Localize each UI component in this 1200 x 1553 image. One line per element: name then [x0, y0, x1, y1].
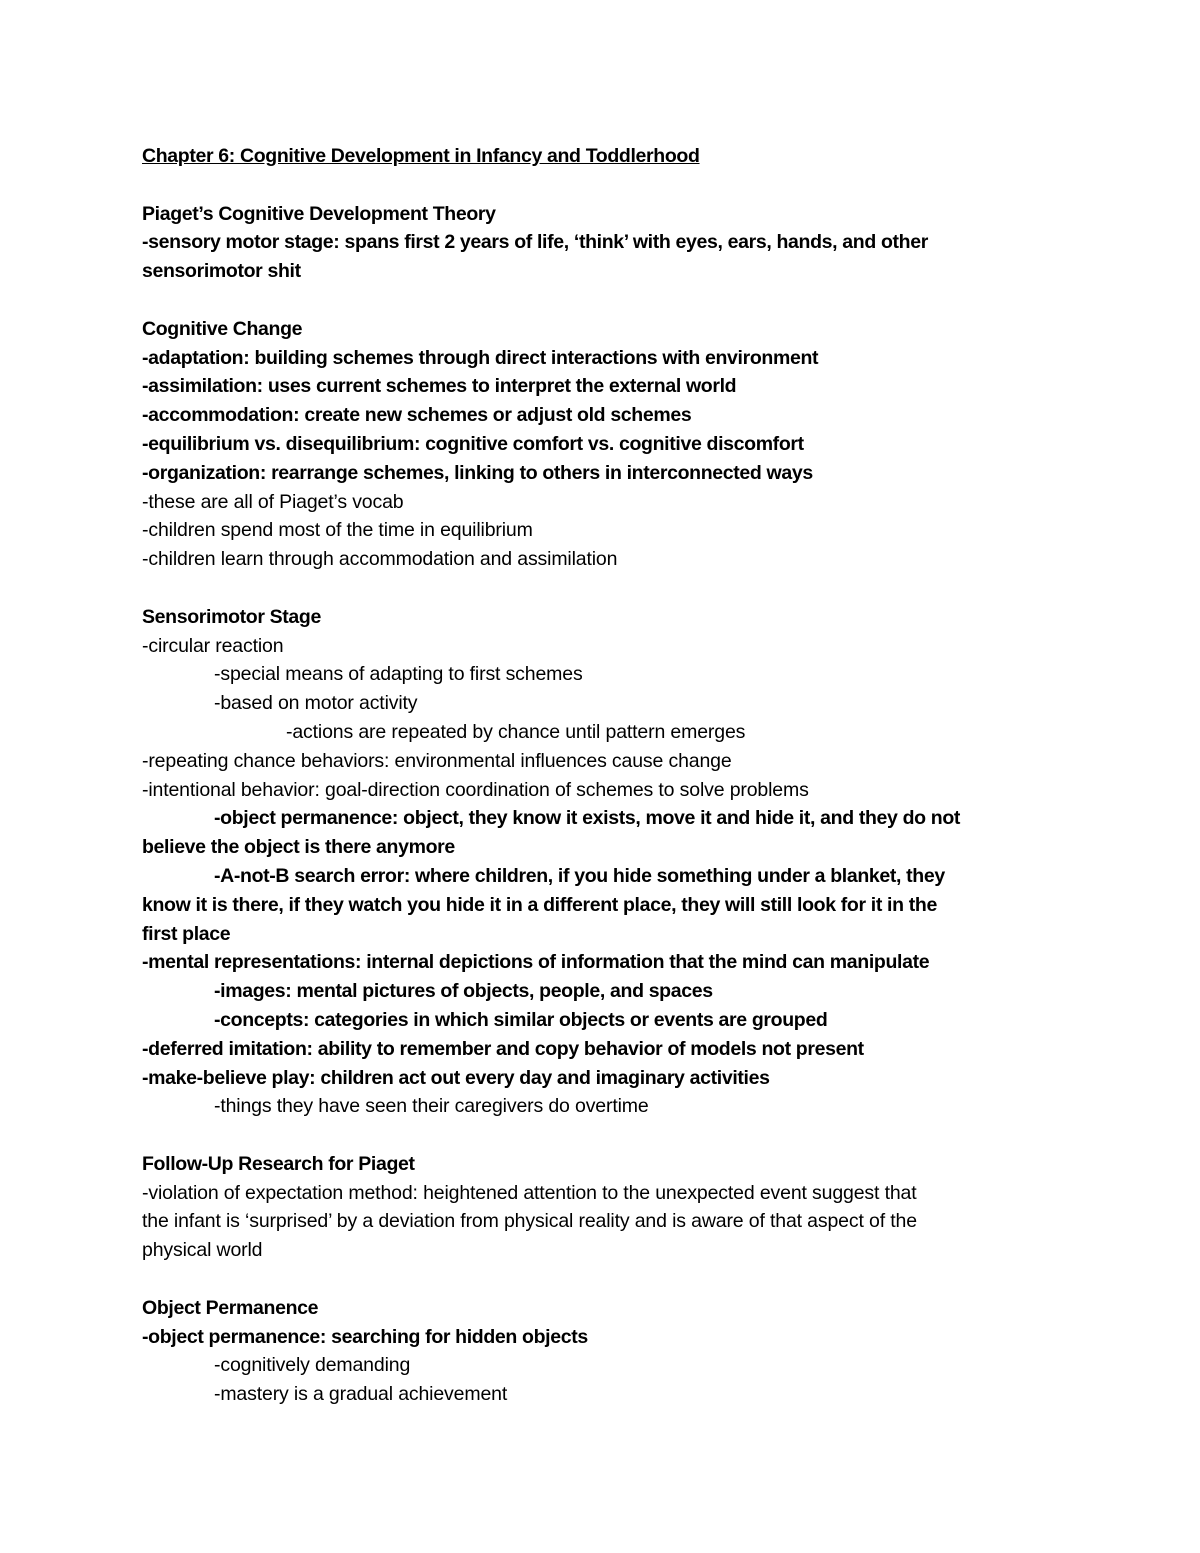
note-line: -based on motor activity	[214, 692, 418, 715]
note-line: -object permanence: searching for hidden objects	[142, 1325, 588, 1348]
blank-line	[142, 1121, 1052, 1150]
note-line: know it is there, if they watch you hide it in a different place, they will still look for it in the	[142, 893, 937, 916]
note-line: -images: mental pictures of objects, people, and spaces	[214, 980, 713, 1003]
note-line: -children spend most of the time in equilibrium	[142, 519, 533, 542]
blank-line	[142, 1265, 1052, 1294]
note-line: -adaptation: building schemes through direct interactions with environment	[142, 346, 819, 369]
section-heading: Follow-Up Research for Piaget	[142, 1152, 415, 1175]
note-line: -make-believe play: children act out every day and imaginary activities	[142, 1066, 770, 1089]
note-line: -mastery is a gradual achievement	[214, 1383, 508, 1406]
note-line: -children learn through accommodation and assimilation	[142, 548, 618, 571]
document-title: Chapter 6: Cognitive Development in Infancy and Toddlerhood	[142, 145, 700, 167]
section-heading: Piaget’s Cognitive Development Theory	[142, 202, 496, 225]
note-line: -deferred imitation: ability to remember and copy behavior of models not present	[142, 1037, 864, 1060]
note-line: -assimilation: uses current schemes to interpret the external world	[142, 375, 737, 398]
note-line: the infant is ‘surprised’ by a deviation from physical reality and is aware of that aspect of the	[142, 1210, 917, 1233]
note-line: first place	[142, 922, 231, 945]
note-line: -actions are repeated by chance until pattern emerges	[286, 720, 746, 743]
blank-line	[142, 171, 1052, 200]
note-line: -object permanence: object, they know it exists, move it and hide it, and they do not	[214, 807, 961, 830]
note-line: -A-not-B search error: where children, if you hide something under a blanket, they	[214, 864, 945, 887]
note-line: -accommodation: create new schemes or adjust old schemes	[142, 404, 692, 427]
blank-line	[142, 286, 1052, 315]
note-line: believe the object is there anymore	[142, 836, 455, 859]
note-line: physical world	[142, 1239, 263, 1262]
section-heading: Cognitive Change	[142, 317, 303, 340]
note-line: -repeating chance behaviors: environmental influences cause change	[142, 749, 732, 772]
note-line: -organization: rearrange schemes, linking to others in interconnected ways	[142, 461, 813, 484]
note-line: -these are all of Piaget’s vocab	[142, 490, 404, 513]
note-line: -sensory motor stage: spans first 2 years of life, ‘think’ with eyes, ears, hands, and other	[142, 231, 928, 254]
note-line: -cognitively demanding	[214, 1354, 411, 1377]
note-line: -things they have seen their caregivers do overtime	[214, 1095, 649, 1118]
section-heading: Sensorimotor Stage	[142, 605, 321, 628]
note-line: -special means of adapting to first schemes	[214, 663, 583, 686]
section-heading: Object Permanence	[142, 1296, 319, 1319]
note-line: -equilibrium vs. disequilibrium: cognitive comfort vs. cognitive discomfort	[142, 432, 804, 455]
document-body	[142, 142, 1052, 1409]
note-line: -concepts: categories in which similar objects or events are grouped	[214, 1008, 828, 1031]
note-line: sensorimotor shit	[142, 260, 301, 283]
note-line: -circular reaction	[142, 634, 284, 657]
blank-line	[142, 574, 1052, 603]
note-line: -violation of expectation method: heightened attention to the unexpected event suggest that	[142, 1181, 917, 1204]
note-line: -mental representations: internal depictions of information that the mind can manipulate	[142, 951, 930, 974]
note-line: -intentional behavior: goal-direction coordination of schemes to solve problems	[142, 778, 809, 801]
